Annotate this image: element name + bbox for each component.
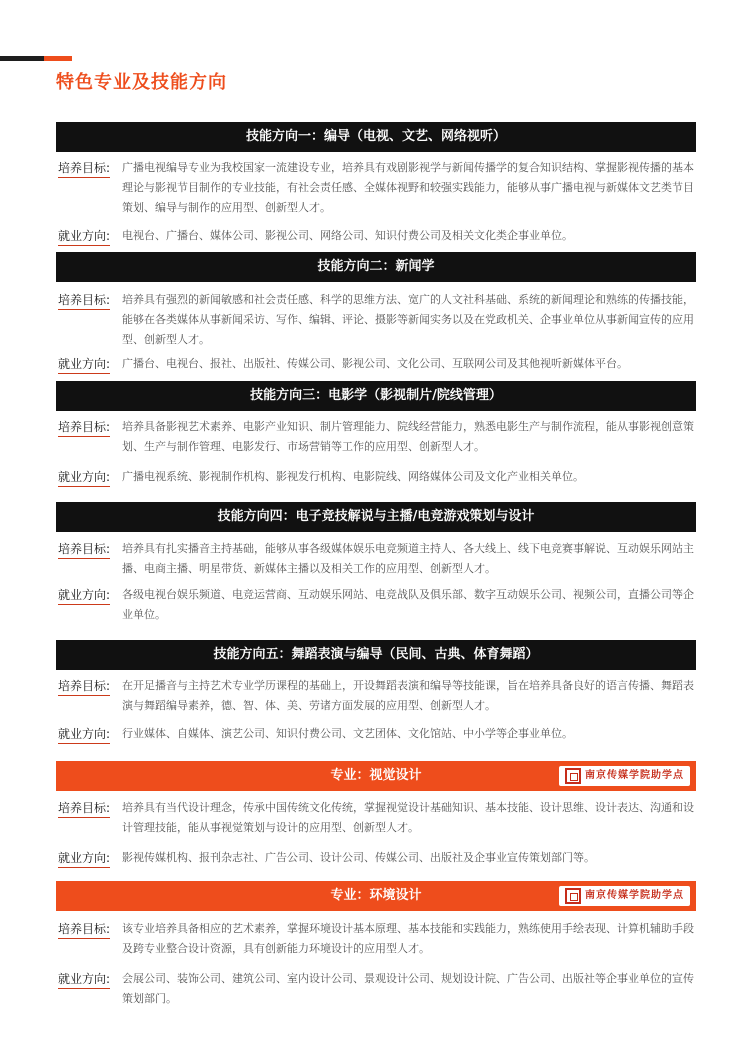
goal-text: 培养具有强烈的新闻敏感和社会责任感、科学的思维方法、宽广的人文社科基础、系统的新闻理论和熟练的传播技能，能够在各类媒体从事新闻采访、写作、编辑、评论、摄影等新闻实务以及在党政机关、企事业单位从事新闻宣传的应用型、创新型人才。 (122, 293, 694, 346)
goal-text: 培养具有当代设计理念，传承中国传统文化传统，掌握视觉设计基础知识、基本技能、设计思维、设计表达、沟通和设计管理技能，能从事视觉策划与设计的应用型、创新型人才。 (122, 801, 694, 834)
school-seal (559, 886, 690, 906)
seal-logo-icon (565, 888, 581, 904)
title-accent-orange (44, 56, 72, 61)
title-accent-line (0, 56, 72, 61)
job-row (56, 467, 696, 487)
section-visual-design (56, 761, 696, 868)
job-label: 就业方向: (56, 467, 120, 487)
section-header: 技能方向二：新闻学 (56, 252, 696, 282)
job-row (56, 848, 696, 868)
job-row (56, 226, 696, 246)
goal-label: 培养目标: (56, 158, 120, 218)
school-seal (559, 766, 690, 786)
section-header: 技能方向四：电子竞技解说与主播/电竞游戏策划与设计 (56, 502, 696, 532)
section-direction-1 (56, 122, 696, 246)
goal-label: 培养目标: (56, 539, 120, 579)
seal-logo-icon (565, 768, 581, 784)
goal-row (56, 676, 696, 716)
section-direction-2 (56, 252, 696, 374)
section-header-orange (56, 881, 696, 911)
section-direction-5 (56, 640, 696, 744)
goal-row (56, 417, 696, 457)
goal-row (56, 539, 696, 579)
goal-text: 该专业培养具备相应的艺术素养，掌握环境设计基本原理、基本技能和实践能力，熟练使用手绘表现、计算机辅助手段及跨专业整合设计资源，具有创新能力环境设计的应用型人才。 (122, 922, 694, 955)
job-text: 广播电视系统、影视制作机构、影视发行机构、电影院线、网络媒体公司及文化产业相关单位。 (122, 470, 584, 483)
goal-row (56, 158, 696, 218)
seal-name: 南京传媒学院助学点 (585, 890, 684, 901)
seal-name: 南京传媒学院助学点 (585, 770, 684, 781)
job-label: 就业方向: (56, 354, 120, 374)
section-direction-4 (56, 502, 696, 625)
section-header-text: 专业：环境设计 (330, 888, 422, 903)
section-header-orange (56, 761, 696, 791)
goal-label: 培养目标: (56, 417, 120, 457)
section-header: 技能方向一：编导（电视、文艺、网络视听） (56, 122, 696, 152)
job-text: 各级电视台娱乐频道、电竞运营商、互动娱乐网站、电竞战队及俱乐部、数字互动娱乐公司、视频公司，直播公司等企业单位。 (122, 588, 694, 621)
section-header: 技能方向三：电影学（影视制片/院线管理） (56, 381, 696, 411)
job-label: 就业方向: (56, 226, 120, 246)
goal-text: 广播电视编导专业为我校国家一流建设专业，培养具有戏剧影视学与新闻传播学的复合知识结构、掌握影视传播的基本理论与影视节目制作的专业技能，有社会责任感、全媒体视野和较强实践能力，能够从事广播电视与新媒体文艺类节目策划、编导与制作的应用型、创新型人才。 (122, 161, 694, 214)
job-row (56, 585, 696, 625)
goal-label: 培养目标: (56, 919, 120, 959)
goal-label: 培养目标: (56, 290, 120, 350)
job-text: 电视台、广播台、媒体公司、影视公司、网络公司、知识付费公司及相关文化类企事业单位。 (122, 229, 573, 242)
job-text: 影视传媒机构、报刊杂志社、广告公司、设计公司、传媒公司、出版社及企事业宣传策划部门等。 (122, 851, 595, 864)
job-row (56, 354, 696, 374)
job-text: 行业媒体、自媒体、演艺公司、知识付费公司、文艺团体、文化馆站、中小学等企事业单位。 (122, 727, 573, 740)
section-header: 技能方向五：舞蹈表演与编导（民间、古典、体育舞蹈） (56, 640, 696, 670)
goal-label: 培养目标: (56, 798, 120, 838)
page-title: 特色专业及技能方向 (56, 72, 227, 93)
goal-label: 培养目标: (56, 676, 120, 716)
job-text: 会展公司、装饰公司、建筑公司、室内设计公司、景观设计公司、规划设计院、广告公司、出版社等企事业单位的宣传策划部门。 (122, 972, 694, 1005)
job-label: 就业方向: (56, 585, 120, 625)
goal-row (56, 798, 696, 838)
job-text: 广播台、电视台、报社、出版社、传媒公司、影视公司、文化公司、互联网公司及其他视听新媒体平台。 (122, 357, 628, 370)
job-label: 就业方向: (56, 724, 120, 744)
goal-text: 在开足播音与主持艺术专业学历课程的基础上，开设舞蹈表演和编导等技能课，旨在培养具备良好的语言传播、舞蹈表演与舞蹈编导素养，德、智、体、美、劳诸方面发展的应用型、创新型人才。 (122, 679, 694, 712)
goal-text: 培养具备影视艺术素养、电影产业知识、制片管理能力、院线经营能力，熟悉电影生产与制作流程，能从事影视创意策划、生产与制作管理、电影发行、市场营销等工作的应用型、创新型人才。 (122, 420, 694, 453)
section-environment-design (56, 881, 696, 1009)
section-direction-3 (56, 381, 696, 487)
goal-row (56, 919, 696, 959)
job-row (56, 724, 696, 744)
goal-row (56, 290, 696, 350)
job-label: 就业方向: (56, 848, 120, 868)
goal-text: 培养具有扎实播音主持基础，能够从事各级媒体娱乐电竞频道主持人、各大线上、线下电竞赛事解说、互动娱乐网站主播、电商主播、明星带货、新媒体主播以及相关工作的应用型、创新型人才。 (122, 542, 694, 575)
job-label: 就业方向: (56, 969, 120, 1009)
section-header-text: 专业：视觉设计 (330, 768, 422, 783)
job-row (56, 969, 696, 1009)
